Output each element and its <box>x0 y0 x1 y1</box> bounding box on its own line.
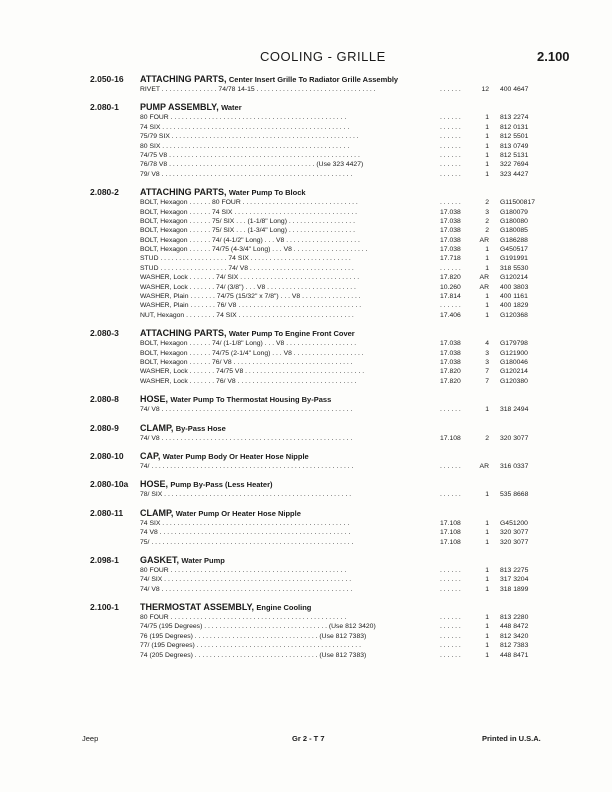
parts-row <box>0 585 612 594</box>
row-reference: . . . . . . <box>440 161 461 169</box>
row-part-number: 318 1899 <box>500 585 529 593</box>
row-reference: . . . . . . <box>440 302 461 310</box>
section-number: 2.098-1 <box>90 554 119 565</box>
section-title-sub: Water <box>221 103 242 113</box>
row-quantity: 1 <box>485 566 489 574</box>
row-reference: 17.108 <box>440 538 461 546</box>
row-reference: . . . . . . <box>440 491 461 499</box>
row-description: STUD . . . . . . . . . . . . . . . . . . 74 SIX . . . . . . . . . . . . . . . . . . . . . . . . . . . <box>140 255 351 263</box>
row-part-number: G120214 <box>500 274 528 282</box>
row-quantity: 3 <box>485 349 489 357</box>
row-description: 76 (195 Degrees) . . . . . . . . . . . . . . . . . . . . . . . . . . . . . . . . . (Use 812 7383) <box>140 632 367 640</box>
section-title-main: ATTACHING PARTS, <box>140 187 227 198</box>
row-part-number: G180079 <box>500 208 528 216</box>
row-reference: 17.108 <box>440 434 461 442</box>
section-title-sub: Water Pump <box>181 555 225 565</box>
parts-section <box>0 394 612 414</box>
row-quantity: 1 <box>485 133 489 141</box>
section-number: 2.080-10 <box>90 450 124 461</box>
section-number: 2.080-3 <box>90 328 119 339</box>
section-title <box>140 394 612 405</box>
row-part-number: 812 3420 <box>500 632 529 640</box>
row-description: 74/ V8 . . . . . . . . . . . . . . . . . . . . . . . . . . . . . . . . . . . . . . . . . . . . . . . . . . . <box>140 406 353 414</box>
row-reference: 17.038 <box>440 217 461 225</box>
parts-row <box>0 208 612 217</box>
section-title-main: ATTACHING PARTS, <box>140 74 227 84</box>
row-description: 76/78 V8 . . . . . . . . . . . . . . . . . . . . . . . . . . . . . . . . . . . . . . . (Use 323 4427) <box>140 161 364 169</box>
row-quantity: 1 <box>485 264 489 272</box>
row-quantity: 1 <box>485 585 489 593</box>
parts-row <box>0 358 612 367</box>
row-reference: . . . . . . <box>440 651 461 659</box>
section-title <box>140 423 612 434</box>
row-quantity: 1 <box>485 161 489 169</box>
row-part-number: 400 1829 <box>500 302 529 310</box>
section-number: 2.080-2 <box>90 187 119 198</box>
row-description: 80 FOUR . . . . . . . . . . . . . . . . . . . . . . . . . . . . . . . . . . . . . . . . . . . . . . . <box>140 566 347 574</box>
row-reference: . . . . . . <box>440 114 461 122</box>
parts-row <box>0 339 612 348</box>
row-quantity: 2 <box>485 434 489 442</box>
parts-section <box>0 555 612 594</box>
row-reference: 17.406 <box>440 311 461 319</box>
parts-section <box>0 508 612 547</box>
row-reference: 17.814 <box>440 293 461 301</box>
row-description: RIVET . . . . . . . . . . . . . . . 74/78 14-15 . . . . . . . . . . . . . . . . . . . . . . . . . . . . . . . . <box>140 86 376 93</box>
row-quantity: 1 <box>485 632 489 640</box>
footer-brand: Jeep <box>82 734 99 743</box>
parts-row <box>0 198 612 207</box>
row-reference: 17.038 <box>440 227 461 235</box>
row-part-number: G121900 <box>500 349 528 357</box>
row-description: WASHER, Lock . . . . . . . 74/ (3/8") . . . V8 . . . . . . . . . . . . . . . . . . . . . . . . <box>140 283 356 291</box>
parts-list <box>0 74 612 668</box>
section-title-sub: Center Insert Grille To Radiator Grille Assembly <box>228 75 399 84</box>
row-quantity: 1 <box>485 519 489 527</box>
section-title <box>140 508 612 519</box>
row-quantity: 1 <box>485 576 489 584</box>
row-description: 74/ SIX . . . . . . . . . . . . . . . . . . . . . . . . . . . . . . . . . . . . . . . . . . . . . . . . . . <box>140 576 352 584</box>
section-title-main: CAP, <box>140 450 161 461</box>
parts-row <box>0 151 612 160</box>
footer-printed: Printed in U.S.A. <box>482 734 541 743</box>
parts-row <box>0 170 612 179</box>
row-part-number: 316 0337 <box>500 462 529 470</box>
section-title <box>140 555 612 566</box>
row-part-number: G180085 <box>500 227 528 235</box>
section-title <box>140 102 612 113</box>
row-description: 74 V8 . . . . . . . . . . . . . . . . . . . . . . . . . . . . . . . . . . . . . . . . . . . . . . . . . . . <box>140 529 351 537</box>
section-number: 2.100-1 <box>90 602 119 613</box>
row-part-number: 323 4427 <box>500 170 529 178</box>
parts-row <box>0 273 612 282</box>
row-quantity: 2 <box>485 217 489 225</box>
row-part-number: 318 2494 <box>500 406 529 414</box>
parts-row <box>0 377 612 386</box>
row-quantity: AR <box>479 274 489 282</box>
parts-row <box>0 142 612 151</box>
row-reference: . . . . . . <box>440 264 461 272</box>
row-part-number: 448 8471 <box>500 651 529 659</box>
parts-section <box>0 187 612 320</box>
row-part-number: 400 1161 <box>500 293 528 301</box>
row-reference: 17.820 <box>440 377 461 385</box>
row-part-number: G180080 <box>500 217 528 225</box>
row-quantity: 3 <box>485 208 489 216</box>
parts-row <box>0 236 612 245</box>
row-part-number: 812 0131 <box>500 123 529 131</box>
row-part-number: G186288 <box>500 236 528 244</box>
parts-section <box>0 74 612 94</box>
row-part-number: G451200 <box>500 519 528 527</box>
row-reference: 17.820 <box>440 368 461 376</box>
row-part-number: 535 8668 <box>500 491 529 499</box>
row-reference: . . . . . . <box>440 614 461 622</box>
row-description: 74/ . . . . . . . . . . . . . . . . . . . . . . . . . . . . . . . . . . . . . . . . . . . . . . . . . . . . . . <box>140 462 354 470</box>
row-part-number: 813 0749 <box>500 142 529 150</box>
section-title <box>140 479 612 490</box>
row-description: 78/ SIX . . . . . . . . . . . . . . . . . . . . . . . . . . . . . . . . . . . . . . . . . . . . . . . . . . <box>140 491 352 499</box>
row-description: BOLT, Hexagon . . . . . . 75/ SIX . . . (1-1/8" Long) . . . . . . . . . . . . . . . . . . <box>140 217 355 225</box>
row-reference: 17.038 <box>440 358 461 366</box>
parts-row <box>0 245 612 254</box>
parts-row <box>0 292 612 301</box>
row-description: WASHER, Lock . . . . . . . 76/ V8 . . . . . . . . . . . . . . . . . . . . . . . . . . . . . . . . <box>140 377 357 385</box>
row-reference: 17.038 <box>440 246 461 254</box>
row-part-number: 322 7694 <box>500 161 529 169</box>
row-description: 77/ (195 Degrees) . . . . . . . . . . . . . . . . . . . . . . . . . . . . . . . . . . . . . . . . . . . . <box>140 642 361 650</box>
row-part-number: 320 3077 <box>500 538 529 546</box>
section-title-main: GASKET, <box>140 554 180 565</box>
parts-row <box>0 622 612 631</box>
row-description: BOLT, Hexagon . . . . . . 76/ V8 . . . . . . . . . . . . . . . . . . . . . . . . . . . . . . . . <box>140 358 353 366</box>
row-part-number: 400 4647 <box>500 86 529 93</box>
section-title <box>140 451 612 462</box>
row-description: WASHER, Plain . . . . . . . 76/ V8 . . . . . . . . . . . . . . . . . . . . . . . . . . . . . . . . . <box>140 302 362 310</box>
row-quantity: 7 <box>485 368 489 376</box>
row-description: 74 (205 Degrees) . . . . . . . . . . . . . . . . . . . . . . . . . . . . . . . . . (Use 812 7383) <box>140 651 367 659</box>
row-part-number: 813 2274 <box>500 114 529 122</box>
section-title <box>140 74 612 85</box>
row-part-number: 400 3803 <box>500 283 529 291</box>
page-header-title: COOLING - GRILLE <box>260 49 386 64</box>
parts-row <box>0 264 612 273</box>
parts-row <box>0 651 612 660</box>
row-description: WASHER, Plain . . . . . . . 74/75 (15/32" x 7/8") . . . V8 . . . . . . . . . . . . . . . . <box>140 293 361 301</box>
row-part-number: 812 7383 <box>500 642 529 650</box>
row-description: 79/ V8 . . . . . . . . . . . . . . . . . . . . . . . . . . . . . . . . . . . . . . . . . . . . . . . . . . . <box>140 170 353 178</box>
parts-row <box>0 490 612 499</box>
row-reference: 17.038 <box>440 340 461 348</box>
row-quantity: 1 <box>485 302 489 310</box>
parts-row <box>0 113 612 122</box>
row-description: NUT, Hexagon . . . . . . . . 74 SIX . . . . . . . . . . . . . . . . . . . . . . . . . . . . . . . <box>140 311 354 319</box>
parts-row <box>0 123 612 132</box>
parts-row <box>0 538 612 547</box>
row-part-number: G180046 <box>500 358 528 366</box>
row-quantity: 2 <box>485 199 489 207</box>
page-number: 2.100 <box>537 49 570 64</box>
row-reference: 17.038 <box>440 208 461 216</box>
section-title-sub: Pump By-Pass (Less Heater) <box>170 480 273 490</box>
parts-row <box>0 367 612 376</box>
row-quantity: AR <box>479 236 489 244</box>
row-part-number: 318 5530 <box>500 264 529 272</box>
section-title-main: HOSE, <box>140 394 169 405</box>
row-part-number: G179798 <box>500 340 528 348</box>
parts-row <box>0 226 612 235</box>
row-quantity: 1 <box>485 246 489 254</box>
row-quantity: 1 <box>485 651 489 659</box>
row-reference: . . . . . . <box>440 585 461 593</box>
parts-row <box>0 632 612 641</box>
row-part-number: 317 3204 <box>500 576 529 584</box>
row-reference: . . . . . . <box>440 170 461 178</box>
row-reference: . . . . . . <box>440 566 461 574</box>
section-title-main: PUMP ASSEMBLY, <box>140 102 219 113</box>
row-description: WASHER, Lock . . . . . . . 74/ SIX . . . . . . . . . . . . . . . . . . . . . . . . . . . . . . . . <box>140 274 360 282</box>
row-reference: . . . . . . <box>440 142 461 150</box>
parts-row <box>0 349 612 358</box>
row-description: BOLT, Hexagon . . . . . . 74/ (4-1/2" Long) . . . V8 . . . . . . . . . . . . . . . . . . . . <box>140 236 360 244</box>
section-number: 2.080-1 <box>90 102 119 113</box>
row-description: 80 SIX . . . . . . . . . . . . . . . . . . . . . . . . . . . . . . . . . . . . . . . . . . . . . . . . . . <box>140 142 350 150</box>
row-description: BOLT, Hexagon . . . . . . 74/75 (2-1/4" Long) . . . V8 . . . . . . . . . . . . . . . . . . . <box>140 349 364 357</box>
row-reference: . . . . . . <box>440 123 461 131</box>
row-reference: 10.260 <box>440 283 461 291</box>
section-title <box>140 328 612 339</box>
row-description: BOLT, Hexagon . . . . . . 74/75 (4-3/4" Long) . . . V8 . . . . . . . . . . . . . . . . . . . . <box>140 246 368 254</box>
row-description: BOLT, Hexagon . . . . . . 74 SIX . . . . . . . . . . . . . . . . . . . . . . . . . . . . . . . . . <box>140 208 358 216</box>
row-description: BOLT, Hexagon . . . . . . 74/ (1-1/8" Long) . . . V8 . . . . . . . . . . . . . . . . . . . <box>140 340 357 348</box>
section-title-sub: Water Pump To Block <box>228 188 306 198</box>
row-reference: . . . . . . <box>440 642 461 650</box>
section-title-sub: Water Pump To Engine Front Cover <box>228 329 355 339</box>
parts-row <box>0 575 612 584</box>
row-quantity: 2 <box>485 227 489 235</box>
section-title <box>140 602 612 613</box>
row-description: 74 SIX . . . . . . . . . . . . . . . . . . . . . . . . . . . . . . . . . . . . . . . . . . . . . . . . . . <box>140 519 350 527</box>
row-reference: 17.038 <box>440 236 461 244</box>
footer-group-ref: Gr 2 - T 7 <box>292 734 325 743</box>
row-description: 74/75 V8 . . . . . . . . . . . . . . . . . . . . . . . . . . . . . . . . . . . . . . . . . . . . . . . . . . . <box>140 151 360 159</box>
parts-row <box>0 217 612 226</box>
section-title-main: HOSE, <box>140 479 169 490</box>
row-reference: . . . . . . <box>440 133 461 141</box>
row-description: STUD . . . . . . . . . . . . . . . . . . 74/ V8 . . . . . . . . . . . . . . . . . . . . . . . . . . . . <box>140 264 354 272</box>
row-description: 75/ . . . . . . . . . . . . . . . . . . . . . . . . . . . . . . . . . . . . . . . . . . . . . . . . . . . . . . <box>140 538 354 546</box>
row-reference: . . . . . . <box>440 462 461 470</box>
row-reference: . . . . . . <box>440 86 461 93</box>
row-description: BOLT, Hexagon . . . . . . 75/ SIX . . . (1-3/4" Long) . . . . . . . . . . . . . . . . . . <box>140 227 355 235</box>
parts-row <box>0 462 612 471</box>
section-title-main: ATTACHING PARTS, <box>140 328 227 339</box>
row-reference: 17.108 <box>440 529 461 537</box>
row-part-number: 812 5131 <box>500 151 529 159</box>
row-quantity: 12 <box>481 86 489 93</box>
row-quantity: 1 <box>485 151 489 159</box>
row-description: 74/75 (195 Degrees) . . . . . . . . . . . . . . . . . . . . . . . . . . . . . . . . . (Use 812 3420) <box>140 623 376 631</box>
parts-section <box>0 602 612 660</box>
row-quantity: 1 <box>485 142 489 150</box>
row-description: 75/79 SIX . . . . . . . . . . . . . . . . . . . . . . . . . . . . . . . . . . . . . . . . . . . . . . . . . . <box>140 133 359 141</box>
row-reference: . . . . . . <box>440 151 461 159</box>
row-reference: 17.108 <box>440 519 461 527</box>
parts-section <box>0 451 612 471</box>
row-reference: . . . . . . <box>440 623 461 631</box>
row-part-number: 320 3077 <box>500 434 529 442</box>
row-reference: . . . . . . <box>440 199 461 207</box>
row-part-number: G11500817 <box>500 199 536 207</box>
parts-row <box>0 254 612 263</box>
row-part-number: G120368 <box>500 311 528 319</box>
row-part-number: G120380 <box>500 377 528 385</box>
section-title-main: CLAMP, <box>140 507 174 518</box>
row-part-number: 813 2275 <box>500 566 529 574</box>
parts-row <box>0 613 612 622</box>
row-quantity: 1 <box>485 406 489 414</box>
row-quantity: 1 <box>485 114 489 122</box>
parts-row <box>0 434 612 443</box>
row-reference: 17.038 <box>440 349 461 357</box>
section-title-sub: Engine Cooling <box>256 603 312 613</box>
row-description: 74 SIX . . . . . . . . . . . . . . . . . . . . . . . . . . . . . . . . . . . . . . . . . . . . . . . . . . <box>140 123 350 131</box>
row-reference: 17.820 <box>440 274 461 282</box>
row-part-number: 320 3077 <box>500 529 529 537</box>
section-title-main: THERMOSTAT ASSEMBLY, <box>140 602 255 613</box>
row-description: 80 FOUR . . . . . . . . . . . . . . . . . . . . . . . . . . . . . . . . . . . . . . . . . . . . . . . <box>140 114 347 122</box>
parts-row <box>0 566 612 575</box>
row-quantity: 1 <box>485 642 489 650</box>
row-quantity: AR <box>479 283 489 291</box>
row-quantity: 7 <box>485 377 489 385</box>
parts-section <box>0 423 612 443</box>
section-number: 2.080-9 <box>90 422 119 433</box>
parts-section <box>0 479 612 499</box>
section-title-sub: Water Pump To Thermostat Housing By-Pass <box>170 395 332 405</box>
parts-row <box>0 85 612 94</box>
row-quantity: 1 <box>485 123 489 131</box>
parts-row <box>0 301 612 310</box>
section-title-sub: Water Pump Body Or Heater Hose Nipple <box>162 451 309 461</box>
row-quantity: 1 <box>485 311 489 319</box>
row-quantity: 1 <box>485 491 489 499</box>
parts-row <box>0 528 612 537</box>
row-description: 74/ V8 . . . . . . . . . . . . . . . . . . . . . . . . . . . . . . . . . . . . . . . . . . . . . . . . . . . <box>140 585 353 593</box>
row-reference: . . . . . . <box>440 406 461 414</box>
row-description: WASHER, Lock . . . . . . . 74/75 V8 . . . . . . . . . . . . . . . . . . . . . . . . . . . . . . . . <box>140 368 365 376</box>
row-part-number: G450517 <box>500 246 528 254</box>
row-quantity: 1 <box>485 623 489 631</box>
parts-row <box>0 405 612 414</box>
section-number: 2.080-11 <box>90 507 124 518</box>
row-quantity: AR <box>479 462 489 470</box>
row-reference: 17.718 <box>440 255 461 263</box>
row-reference: . . . . . . <box>440 576 461 584</box>
section-number: 2.050-16 <box>90 74 124 84</box>
parts-section <box>0 328 612 386</box>
row-quantity: 1 <box>485 170 489 178</box>
row-description: BOLT, Hexagon . . . . . . 80 FOUR . . . . . . . . . . . . . . . . . . . . . . . . . . . . . . . <box>140 199 358 207</box>
row-quantity: 1 <box>485 538 489 546</box>
section-number: 2.080-8 <box>90 394 119 405</box>
row-quantity: 1 <box>485 614 489 622</box>
section-title-sub: Water Pump Or Heater Hose Nipple <box>175 508 301 518</box>
parts-section <box>0 102 612 179</box>
section-title-sub: By-Pass Hose <box>175 423 226 433</box>
row-quantity: 4 <box>485 340 489 348</box>
parts-row <box>0 311 612 320</box>
row-description: 80 FOUR . . . . . . . . . . . . . . . . . . . . . . . . . . . . . . . . . . . . . . . . . . . . . . . <box>140 614 347 622</box>
section-number: 2.080-10a <box>90 479 129 490</box>
row-quantity: 1 <box>485 529 489 537</box>
row-quantity: 1 <box>485 255 489 263</box>
parts-row <box>0 519 612 528</box>
row-reference: . . . . . . <box>440 632 461 640</box>
row-part-number: G191991 <box>500 255 528 263</box>
parts-row <box>0 132 612 141</box>
row-quantity: 1 <box>485 293 489 301</box>
section-title-main: CLAMP, <box>140 422 174 433</box>
section-title <box>140 187 612 198</box>
parts-row <box>0 641 612 650</box>
parts-row <box>0 160 612 169</box>
row-description: 74/ V8 . . . . . . . . . . . . . . . . . . . . . . . . . . . . . . . . . . . . . . . . . . . . . . . . . . . <box>140 434 353 442</box>
row-part-number: 448 8472 <box>500 623 529 631</box>
row-part-number: G120214 <box>500 368 528 376</box>
row-part-number: 812 5501 <box>500 133 529 141</box>
row-quantity: 3 <box>485 358 489 366</box>
row-part-number: 813 2280 <box>500 614 529 622</box>
parts-row <box>0 283 612 292</box>
